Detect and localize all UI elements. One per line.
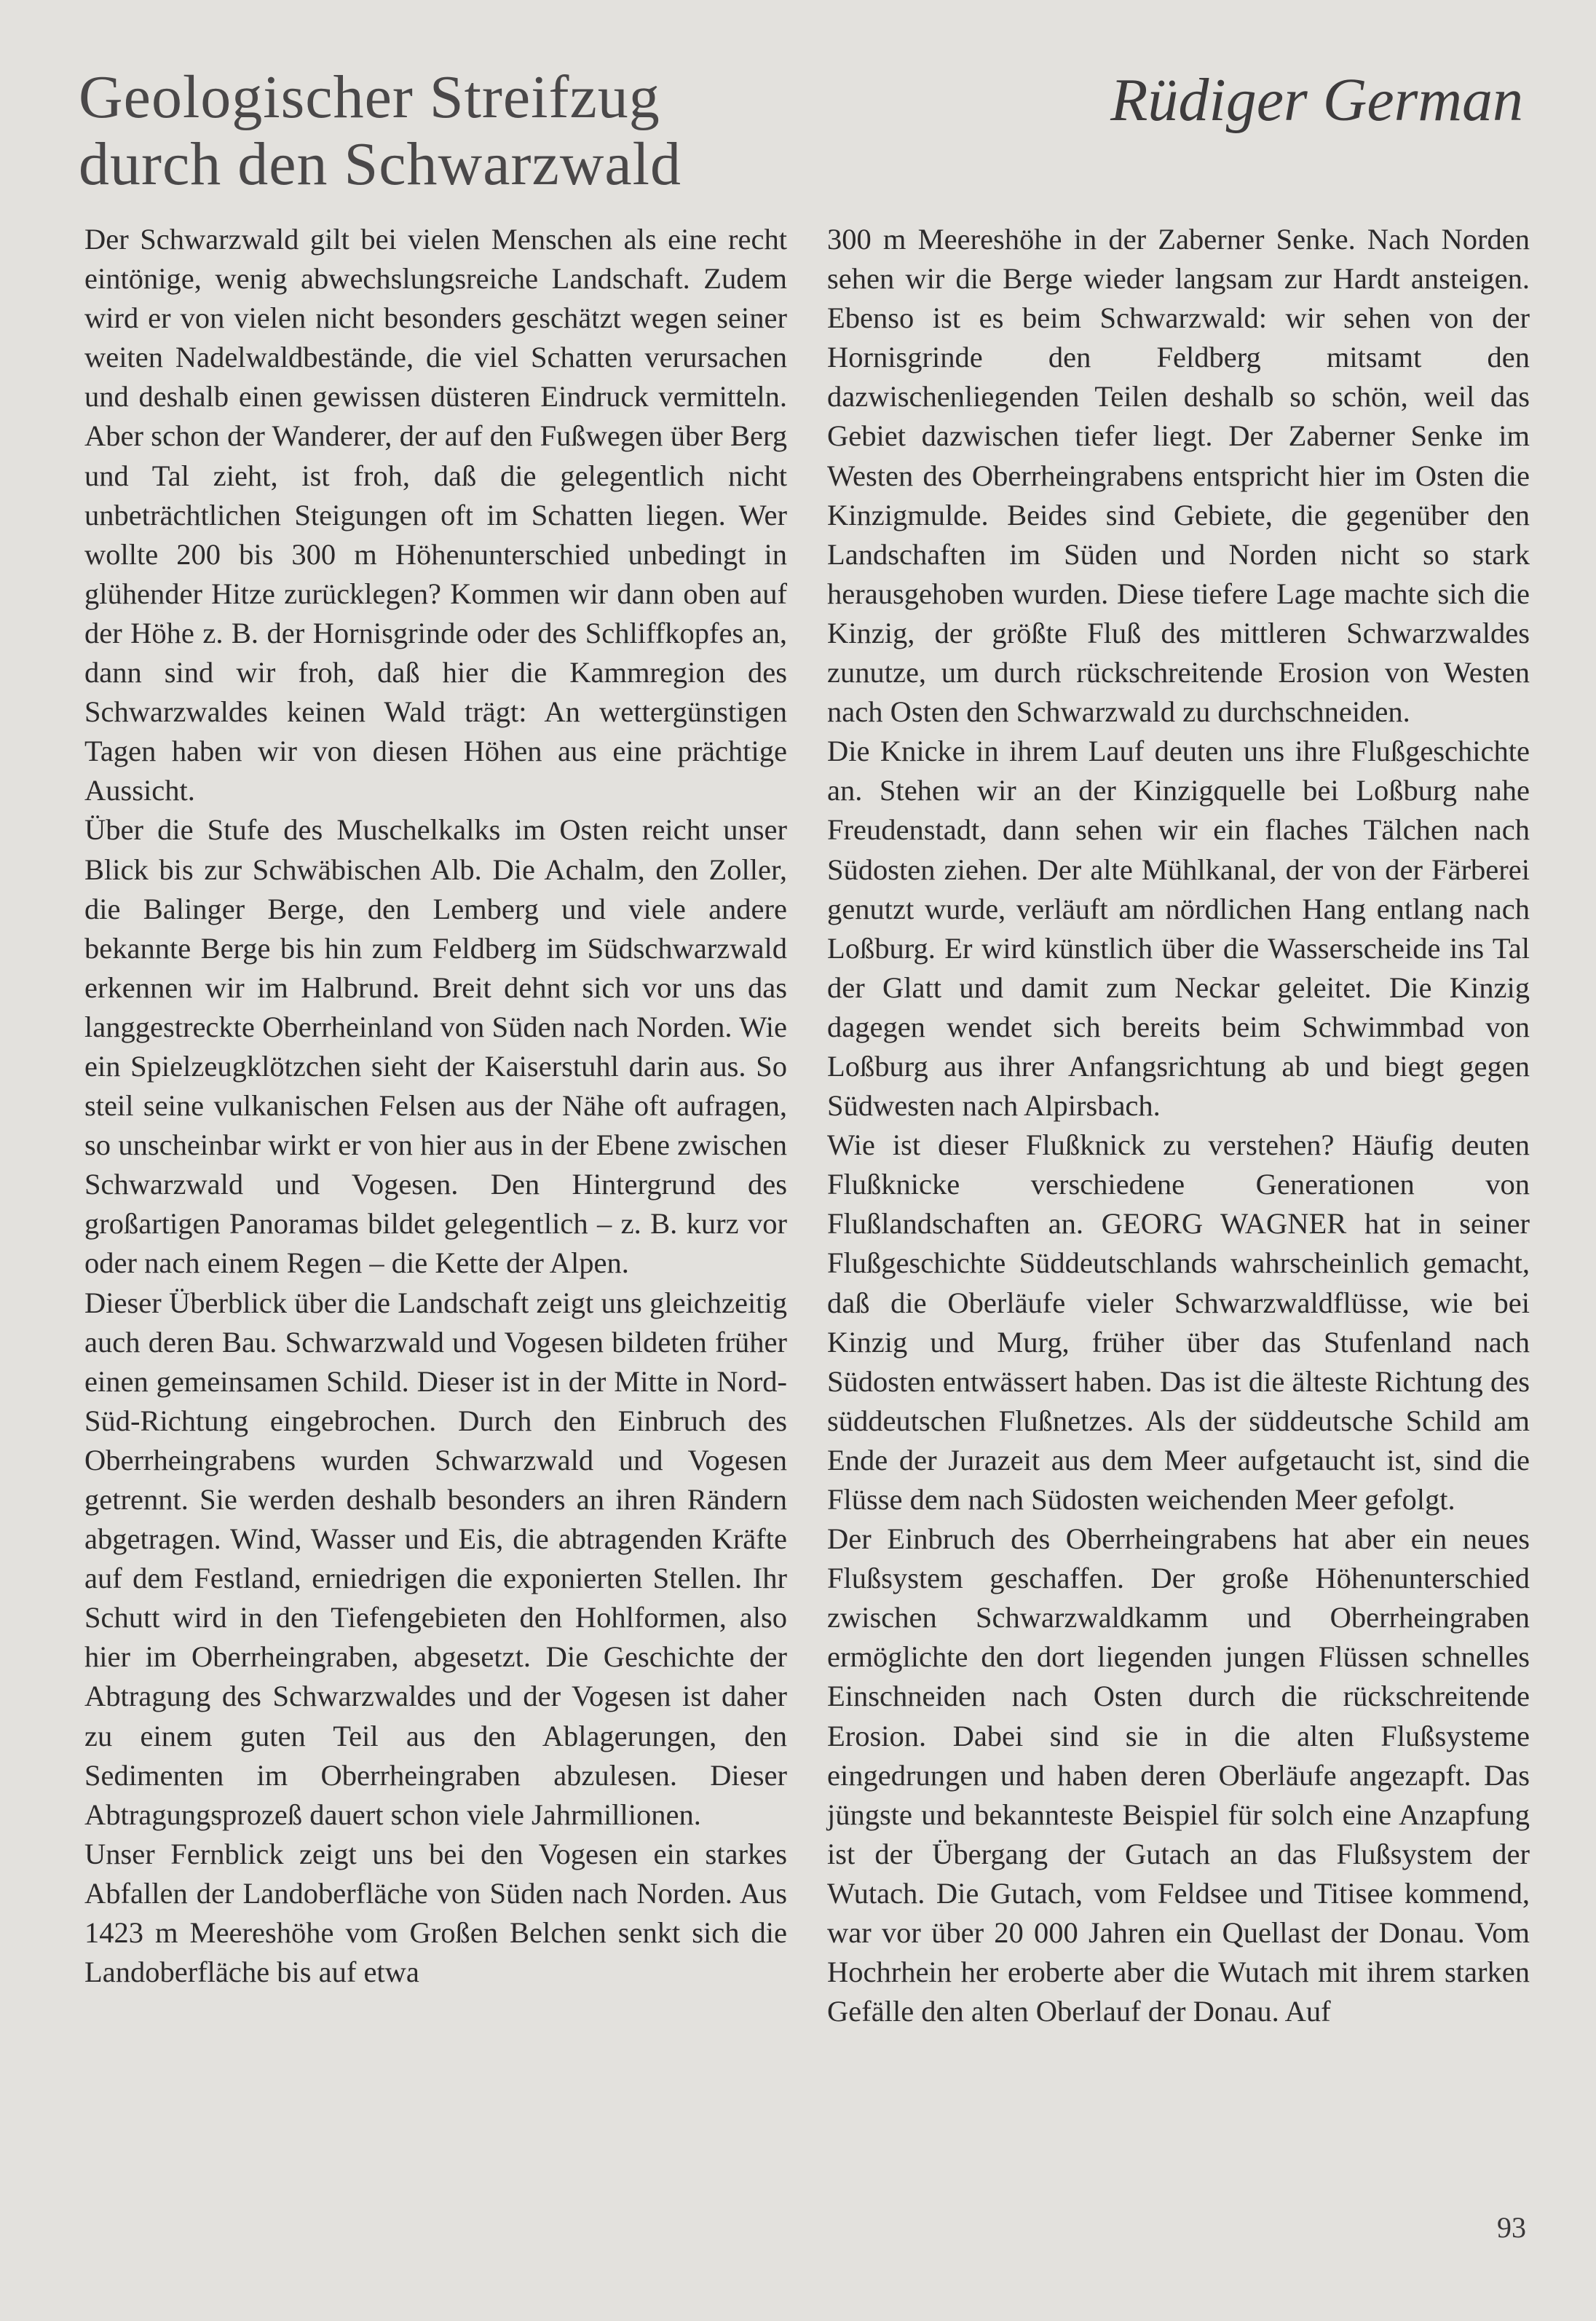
paragraph: Die Knicke in ihrem Lauf deuten uns ihre Flußgeschichte an. Stehen wir an der Kinzigquelle bei Loßburg nahe Freudenstadt, dann sehen wir ein flaches Tälchen nach Südosten ziehen. Der alte Mühlkanal, der von der Färberei genutzt wurde, verläuft am nördlichen Hang entlang nach Loßburg. Er wird künstlich über die Wasserscheide ins Tal der Glatt und damit zum Neckar geleitet. Die Kinzig dagegen wendet sich bereits beim Schwimmbad von Loßburg aus ihrer Anfangsrichtung ab und biegt gegen Südwesten nach Alpirsbach. (827, 735, 1530, 1123)
right-text-column (827, 220, 1530, 2031)
left-text-column (84, 220, 787, 1992)
paragraph: Über die Stufe des Muschelkalks im Osten reicht unser Blick bis zur Schwäbischen Alb. Die Achalm, den Zoller, die Balinger Berge, den Lemberg und viele andere bekannte Berge bis hin zum Feldberg im Südschwarzwald erkennen wir im Halbrund. Breit dehnt sich vor uns das langgestreckte Oberrheinland von Süden nach Norden. Wie ein Spielzeugklötzchen sieht der Kaiserstuhl darin aus. So steil seine vulkanischen Felsen aus der Nähe oft aufragen, so unscheinbar wirkt er von hier aus in der Ebene zwischen Schwarzwald und Vogesen. Den Hintergrund des großartigen Panoramas bildet gelegentlich – z. B. kurz vor oder nach einem Regen – die Kette der Alpen. (84, 813, 787, 1280)
paragraph: 300 m Meereshöhe in der Zaberner Senke. Nach Norden sehen wir die Berge wieder langsam zur Hardt ansteigen. Ebenso ist es beim Schwarzwald: wir sehen von der Hornisgrinde den Feldberg mitsamt den dazwischenliegenden Teilen deshalb so schön, weil das Gebiet dazwischen tiefer liegt. Der Zaberner Senke im Westen des Oberrheingrabens entspricht hier im Osten die Kinzigmulde. Beides sind Gebiete, die gegenüber den Landschaften im Süden und Norden nicht so stark herausgehoben wurden. Diese tiefere Lage machte sich die Kinzig, der größte Fluß des mittleren Schwarzwaldes zunutze, um durch rückschreitende Erosion von Westen nach Osten den Schwarzwald zu durchschneiden. (827, 223, 1530, 729)
page-number: 93 (1497, 2211, 1526, 2244)
paragraph: Der Schwarzwald gilt bei vielen Menschen als eine recht eintönige, wenig abwechslungsreiche Landschaft. Zudem wird er von vielen nicht besonders geschätzt wegen seiner weiten Nadelwaldbestände, die viel Schatten verursachen und deshalb einen gewissen düsteren Eindruck vermitteln. Aber schon der Wanderer, der auf den Fußwegen über Berg und Tal zieht, ist froh, daß die gelegentlich nicht unbeträchtlichen Steigungen oft im Schatten liegen. Wer wollte 200 bis 300 m Höhenunterschied unbedingt in glühender Hitze zurücklegen? Kommen wir dann oben auf der Höhe z. B. der Hornisgrinde oder des Schliffkopfes an, dann sind wir froh, daß hier die Kammregion des Schwarzwaldes keinen Wald trägt: An wettergünstigen Tagen haben wir von diesen Höhen aus eine prächtige Aussicht. (84, 223, 787, 807)
paragraph: Der Einbruch des Oberrheingrabens hat aber ein neues Flußsystem geschaffen. Der große Höhenunterschied zwischen Schwarzwaldkamm und Oberrheingraben ermöglichte den dort liegenden jungen Flüssen schnelles Einschneiden nach Osten durch die rückschreitende Erosion. Dabei sind sie in die alten Flußsysteme eingedrungen und haben deren Oberläufe angezapft. Das jüngste und bekannteste Beispiel für solch eine Anzapfung ist der Übergang der Gutach an das Flußsystem der Wutach. Die Gutach, vom Feldsee und Titisee kommend, war vor über 20 000 Jahren ein Quellast der Donau. Vom Hochrhein her eroberte aber die Wutach mit ihrem starken Gefälle den alten Oberlauf der Donau. Auf (827, 1522, 1530, 2028)
article-title-line-2: durch den Schwarzwald (79, 130, 682, 198)
paragraph: Wie ist dieser Flußknick zu verstehen? Häufig deuten Flußknicke verschiedene Generationen von Flußlandschaften an. GEORG WAGNER hat in seiner Flußgeschichte Süddeutschlands wahrscheinlich gemacht, daß die Oberläufe vieler Schwarzwaldflüsse, wie bei Kinzig und Murg, früher über das Stufenland nach Südosten entwässert haben. Das ist die älteste Richtung des süddeutschen Flußnetzes. Als der süddeutsche Schild am Ende der Jurazeit aus dem Meer aufgetaucht ist, sind die Flüsse dem nach Südosten weichenden Meer gefolgt. (827, 1128, 1530, 1516)
paragraph: Unser Fernblick zeigt uns bei den Vogesen ein starkes Abfallen der Landoberfläche von Süden nach Norden. Aus 1423 m Meereshöhe vom Großen Belchen senkt sich die Landoberfläche bis auf etwa (84, 1837, 787, 1989)
paragraph: Dieser Überblick über die Landschaft zeigt uns gleichzeitig auch deren Bau. Schwarzwald und Vogesen bildeten früher einen gemeinsamen Schild. Dieser ist in der Mitte in Nord-Süd-Richtung eingebrochen. Durch den Einbruch des Oberrheingrabens wurden Schwarzwald und Vogesen getrennt. Sie werden deshalb besonders an ihren Rändern abgetragen. Wind, Wasser und Eis, die abtragenden Kräfte auf dem Festland, erniedrigen die exponierten Stellen. Ihr Schutt wird in den Tiefengebieten den Hohlformen, also hier im Oberrheingraben, abgesetzt. Die Geschichte der Abtragung des Schwarzwaldes und der Vogesen ist daher zu einem guten Teil aus den Ablagerungen, den Sedimenten im Oberrheingraben abzulesen. Dieser Abtragungsprozeß dauert schon viele Jahrmillionen. (84, 1286, 787, 1831)
author-name: Rüdiger German (1110, 66, 1523, 134)
article-title-line-1: Geologischer Streifzug (79, 63, 660, 131)
article-title (79, 64, 880, 198)
